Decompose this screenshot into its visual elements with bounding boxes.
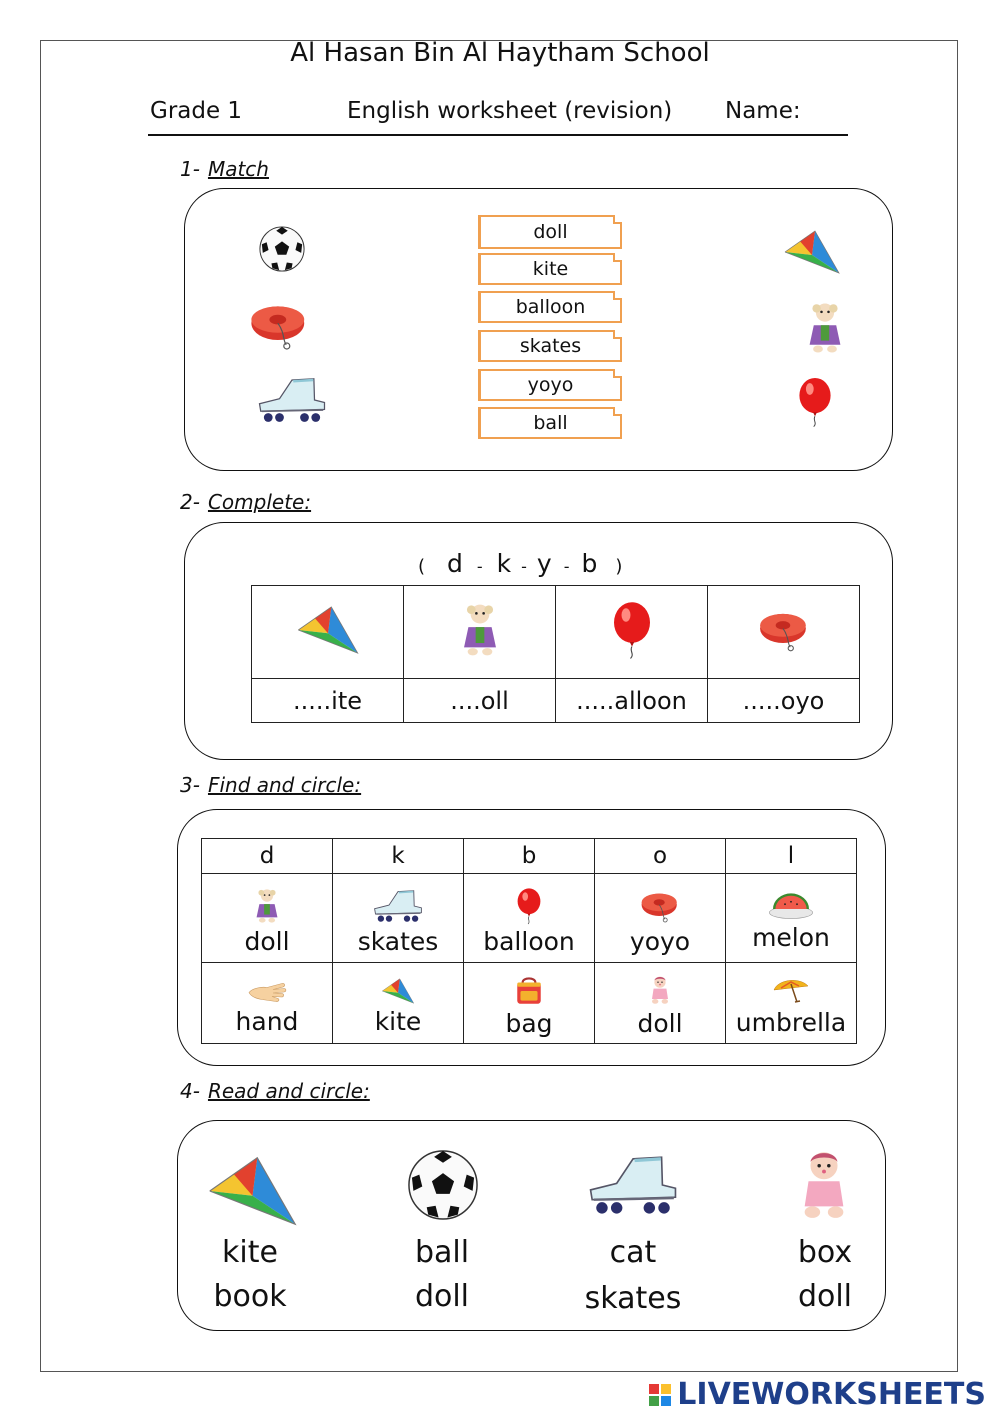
find-word: kite xyxy=(374,1006,422,1036)
find-word: bag xyxy=(505,1008,553,1038)
q4-heading xyxy=(180,1079,370,1103)
q4-number: 4- xyxy=(180,1079,200,1103)
brand-text: LIVEWORKSHEETS xyxy=(677,1377,986,1412)
q2-title: Complete: xyxy=(207,490,312,514)
logo-squares-icon xyxy=(649,1384,671,1406)
roller-skate-icon[interactable] xyxy=(250,375,334,425)
find-word: doll xyxy=(244,926,290,956)
letter-bank xyxy=(418,549,622,578)
grade-label: Grade 1 xyxy=(150,98,243,124)
find-cell[interactable] xyxy=(333,963,464,1044)
find-word: hand xyxy=(235,1006,299,1036)
balloon-icon[interactable] xyxy=(788,376,842,428)
q2-number: 2- xyxy=(180,490,200,514)
q3-title: Find and circle: xyxy=(207,773,362,797)
dash: - xyxy=(476,557,483,576)
paren-open: ( xyxy=(418,556,426,577)
name-label: Name: xyxy=(725,98,801,124)
q1-heading xyxy=(180,157,269,181)
baby-doll-icon xyxy=(647,975,673,1007)
bank-letter: d xyxy=(446,549,463,578)
dash: - xyxy=(563,557,570,576)
balloon-icon xyxy=(512,887,546,925)
match-word-ball[interactable]: ball xyxy=(478,407,622,439)
find-word: melon xyxy=(752,922,830,952)
find-letter-b: b xyxy=(464,839,595,874)
read-option[interactable]: doll xyxy=(797,1279,853,1314)
complete-word-balloon[interactable]: .....alloon xyxy=(556,679,708,723)
kite-icon xyxy=(205,1150,300,1232)
q1-number: 1- xyxy=(180,157,200,181)
paren-close: ) xyxy=(615,556,623,577)
bank-letter: y xyxy=(536,549,552,578)
read-option[interactable]: kite xyxy=(222,1235,278,1270)
find-word: balloon xyxy=(483,926,575,956)
find-cell[interactable] xyxy=(726,874,857,963)
match-word-balloon[interactable]: balloon xyxy=(478,291,622,323)
read-option[interactable]: book xyxy=(213,1279,287,1314)
roller-skate-icon xyxy=(584,1150,682,1220)
complete-pic-cell xyxy=(556,586,708,679)
q2-heading xyxy=(180,490,311,514)
complete-word-doll[interactable]: ....oll xyxy=(404,679,556,723)
school-title: Al Hasan Bin Al Haytham School xyxy=(290,38,710,68)
umbrella-icon xyxy=(771,976,811,1006)
yoyo-icon xyxy=(758,603,810,657)
find-letter-k: k xyxy=(333,839,464,874)
match-word-skates[interactable]: skates xyxy=(478,330,622,362)
kite-icon xyxy=(295,600,361,660)
doll-icon[interactable] xyxy=(800,300,850,356)
complete-table xyxy=(251,585,860,723)
match-word-yoyo[interactable]: yoyo xyxy=(478,369,622,401)
kite-icon[interactable] xyxy=(772,228,852,276)
bank-letter: k xyxy=(496,549,512,578)
find-word: skates xyxy=(357,926,439,956)
complete-pic-cell xyxy=(404,586,556,679)
liveworksheets-logo[interactable] xyxy=(649,1377,986,1412)
find-letter-l: l xyxy=(726,839,857,874)
dash: - xyxy=(521,557,527,576)
read-option[interactable]: skates xyxy=(584,1281,682,1316)
soccer-ball-icon[interactable] xyxy=(248,225,316,273)
q3-number: 3- xyxy=(180,773,200,797)
doll-icon xyxy=(252,887,282,925)
read-option[interactable]: cat xyxy=(609,1235,657,1270)
match-word-kite[interactable]: kite xyxy=(478,253,622,285)
hand-icon xyxy=(247,977,287,1005)
complete-pic-cell xyxy=(252,586,404,679)
find-cell[interactable] xyxy=(202,874,333,963)
find-word: yoyo xyxy=(629,926,691,956)
find-letter-o: o xyxy=(595,839,726,874)
complete-pic-cell xyxy=(708,586,860,679)
roller-skate-icon xyxy=(371,887,425,925)
find-table xyxy=(201,838,857,1044)
find-cell[interactable] xyxy=(464,874,595,963)
find-cell[interactable] xyxy=(595,874,726,963)
soccer-ball-icon xyxy=(406,1148,480,1222)
read-option[interactable]: box xyxy=(797,1235,853,1270)
find-cell[interactable] xyxy=(202,963,333,1044)
q4-title: Read and circle: xyxy=(207,1079,370,1103)
complete-word-yoyo[interactable]: .....oyo xyxy=(708,679,860,723)
find-word: umbrella xyxy=(735,1007,847,1037)
yoyo-icon xyxy=(640,887,680,925)
worksheet-subject: English worksheet (revision) xyxy=(347,98,673,124)
find-letter-d: d xyxy=(202,839,333,874)
find-word: doll xyxy=(637,1008,683,1038)
find-cell[interactable] xyxy=(595,963,726,1044)
read-option[interactable]: ball xyxy=(414,1235,470,1270)
match-word-doll[interactable]: doll xyxy=(478,215,622,249)
yoyo-icon[interactable] xyxy=(248,298,310,352)
find-cell[interactable] xyxy=(464,963,595,1044)
bag-icon xyxy=(513,975,545,1007)
read-option[interactable]: doll xyxy=(414,1279,470,1314)
find-cell[interactable] xyxy=(726,963,857,1044)
q1-title: Match xyxy=(207,157,269,181)
balloon-icon xyxy=(609,600,655,660)
header-underline xyxy=(148,134,848,136)
doll-icon xyxy=(458,601,502,659)
bank-letter: b xyxy=(581,549,598,578)
complete-word-kite[interactable]: .....ite xyxy=(252,679,404,723)
baby-doll-icon xyxy=(795,1148,853,1226)
kite-icon xyxy=(379,977,417,1005)
watermelon-icon xyxy=(767,891,815,921)
find-cell[interactable] xyxy=(333,874,464,963)
q3-heading xyxy=(180,773,361,797)
